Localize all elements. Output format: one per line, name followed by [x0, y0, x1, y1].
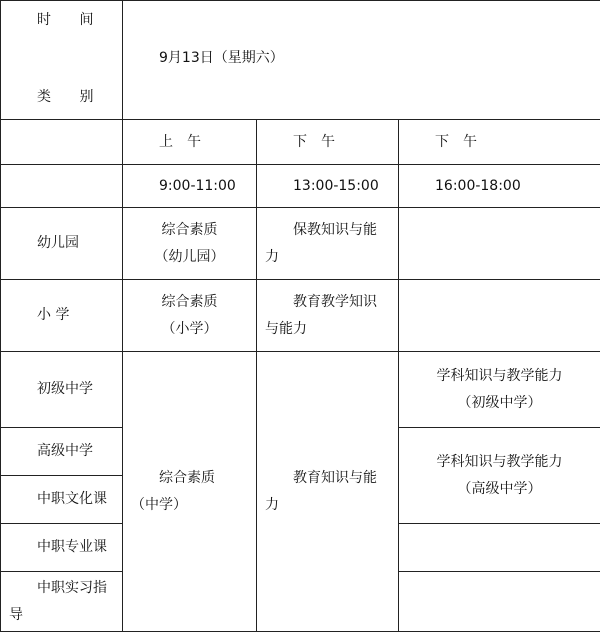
- category-vocational-practice-line1: 中职实习指: [9, 575, 122, 602]
- junior-s3-line1: 学科知识与教学能力: [399, 363, 600, 390]
- kindergarten-s2-line1: 保教知识与能: [265, 217, 398, 244]
- kindergarten-s3-empty: [399, 208, 600, 280]
- type-label: 类 别: [37, 84, 105, 111]
- period-row-empty: [1, 120, 123, 165]
- junior-s3-line2: （初级中学）: [399, 390, 600, 417]
- kindergarten-s1-line2: （幼儿园）: [123, 244, 256, 271]
- category-junior: 初级中学: [1, 352, 123, 428]
- kindergarten-s2: [257, 208, 399, 280]
- primary-s3-empty: [399, 280, 600, 352]
- primary-s1-line1: 综合素质: [123, 289, 256, 316]
- exam-date: 9月13日（星期六）: [123, 1, 600, 120]
- middle-s1-line1: 综合素质: [131, 465, 256, 492]
- primary-row: [1, 280, 600, 352]
- middle-s2-line2: 力: [265, 492, 398, 519]
- session-3-period: 下 午: [399, 120, 600, 165]
- category-kindergarten: 幼儿园: [1, 208, 123, 280]
- time-label: 时 间: [37, 7, 105, 34]
- senior-s3-line2: （高级中学）: [399, 476, 600, 503]
- category-primary: 小 学: [1, 280, 123, 352]
- time-row: [1, 165, 600, 208]
- header-row: [1, 1, 600, 120]
- kindergarten-row: [1, 208, 600, 280]
- category-vocational-practice: [1, 572, 123, 632]
- middle-s2-merged: [257, 352, 399, 632]
- session-1-period: 上 午: [123, 120, 257, 165]
- junior-s3: [399, 352, 600, 428]
- session-1-time: 9:00-11:00: [123, 165, 257, 208]
- kindergarten-s1: [123, 208, 257, 280]
- primary-s2-line2: 与能力: [265, 316, 398, 343]
- session-3-time: 16:00-18:00: [399, 165, 600, 208]
- primary-s1: [123, 280, 257, 352]
- category-senior: 高级中学: [1, 428, 123, 476]
- middle-s2-line1: 教育知识与能: [265, 465, 398, 492]
- senior-s3-line1: 学科知识与教学能力: [399, 449, 600, 476]
- kindergarten-s2-line2: 力: [265, 244, 398, 271]
- vocational-practice-s3-empty: [399, 572, 600, 632]
- junior-row: [1, 352, 600, 428]
- time-row-empty: [1, 165, 123, 208]
- primary-s1-line2: （小学）: [123, 316, 256, 343]
- middle-s1-line2: （中学）: [131, 492, 256, 519]
- period-row: [1, 120, 600, 165]
- kindergarten-s1-line1: 综合素质: [123, 217, 256, 244]
- category-vocational-culture: 中职文化课: [1, 476, 123, 524]
- primary-s2: [257, 280, 399, 352]
- senior-s3: [399, 428, 600, 524]
- header-corner-cell: [1, 1, 123, 120]
- primary-s2-line1: 教育教学知识: [265, 289, 398, 316]
- session-2-period: 下 午: [257, 120, 399, 165]
- category-vocational-major: 中职专业课: [1, 524, 123, 572]
- session-2-time: 13:00-15:00: [257, 165, 399, 208]
- middle-s1-merged: [123, 352, 257, 632]
- vocational-major-s3-empty: [399, 524, 600, 572]
- category-vocational-practice-line2: 导: [9, 602, 122, 629]
